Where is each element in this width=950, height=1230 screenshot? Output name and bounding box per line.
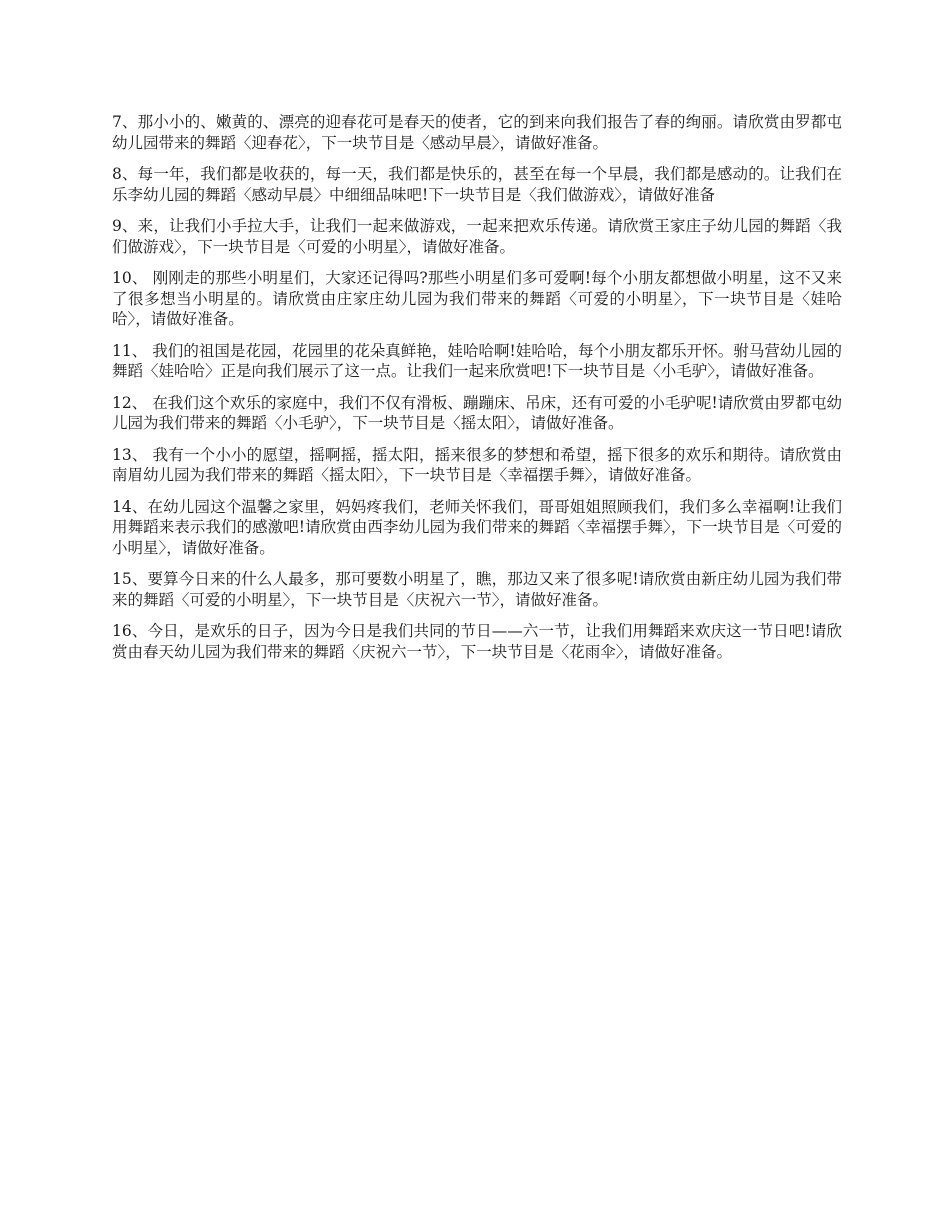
paragraph-7: 7、那小小的、嫩黄的、漂亮的迎春花可是春天的使者，它的到来向我们报告了春的绚丽。请欣赏由罗都屯幼儿园带来的舞蹈〈迎春花〉，下一块节目是〈感动早晨〉，请做好准备。: [112, 113, 842, 152]
paragraph-9: 9、来，让我们小手拉大手，让我们一起来做游戏，一起来把欢乐传递。请欣赏王家庄子幼儿园的舞蹈〈我们做游戏〉，下一块节目是〈可爱的小明星〉，请做好准备。: [112, 217, 842, 256]
document-page: [112, 112, 842, 673]
paragraph-15: 15、要算今日来的什么人最多，那可要数小明星了，瞧，那边又来了很多呢!请欣赏由新庄幼儿园为我们带来的舞蹈〈可爱的小明星〉，下一块节目是〈庆祝六一节〉，请做好准备。: [112, 570, 842, 609]
paragraph-12: 12、 在我们这个欢乐的家庭中，我们不仅有滑板、蹦蹦床、吊床，还有可爱的小毛驴呢!请欣赏由罗都屯幼儿园为我们带来的舞蹈〈小毛驴〉，下一块节目是〈摇太阳〉，请做好准备。: [112, 393, 842, 432]
paragraph-10: 10、 刚刚走的那些小明星们，大家还记得吗?那些小明星们多可爱啊!每个小朋友都想做小明星，这不又来了很多想当小明星的。请欣赏由庄家庄幼儿园为我们带来的舞蹈〈可爱的小明星〉，下一块节目是〈娃哈哈〉，请做好准备。: [112, 269, 842, 328]
paragraph-11: 11、 我们的祖国是花园，花园里的花朵真鲜艳，娃哈哈啊!娃哈哈，每个小朋友都乐开怀。驸马营幼儿园的舞蹈〈娃哈哈〉正是向我们展示了这一点。让我们一起来欣赏吧!下一块节目是〈小毛驴〉，请做好准备。: [112, 341, 842, 380]
paragraph-13: 13、 我有一个小小的愿望，摇啊摇，摇太阳，摇来很多的梦想和希望，摇下很多的欢乐和期待。请欣赏由南眉幼儿园为我们带来的舞蹈〈摇太阳〉，下一块节目是〈幸福摆手舞〉，请做好准备。: [112, 445, 842, 484]
paragraph-8: 8、每一年，我们都是收获的，每一天，我们都是快乐的，甚至在每一个早晨，我们都是感动的。让我们在乐李幼儿园的舞蹈〈感动早晨〉中细细品味吧!下一块节目是〈我们做游戏〉，请做好准备: [112, 165, 842, 204]
paragraph-16: 16、今日，是欢乐的日子，因为今日是我们共同的节日——六一节，让我们用舞蹈来欢庆这一节日吧!请欣赏由春天幼儿园为我们带来的舞蹈〈庆祝六一节〉，下一块节目是〈花雨伞〉，请做好准备。: [112, 622, 842, 661]
paragraph-14: 14、在幼儿园这个温馨之家里，妈妈疼我们，老师关怀我们，哥哥姐姐照顾我们，我们多么幸福啊!让我们用舞蹈来表示我们的感激吧!请欣赏由西李幼儿园为我们带来的舞蹈〈幸福摆手舞〉，下一块节目是〈可爱的小明星〉，请做好准备。: [112, 497, 842, 557]
